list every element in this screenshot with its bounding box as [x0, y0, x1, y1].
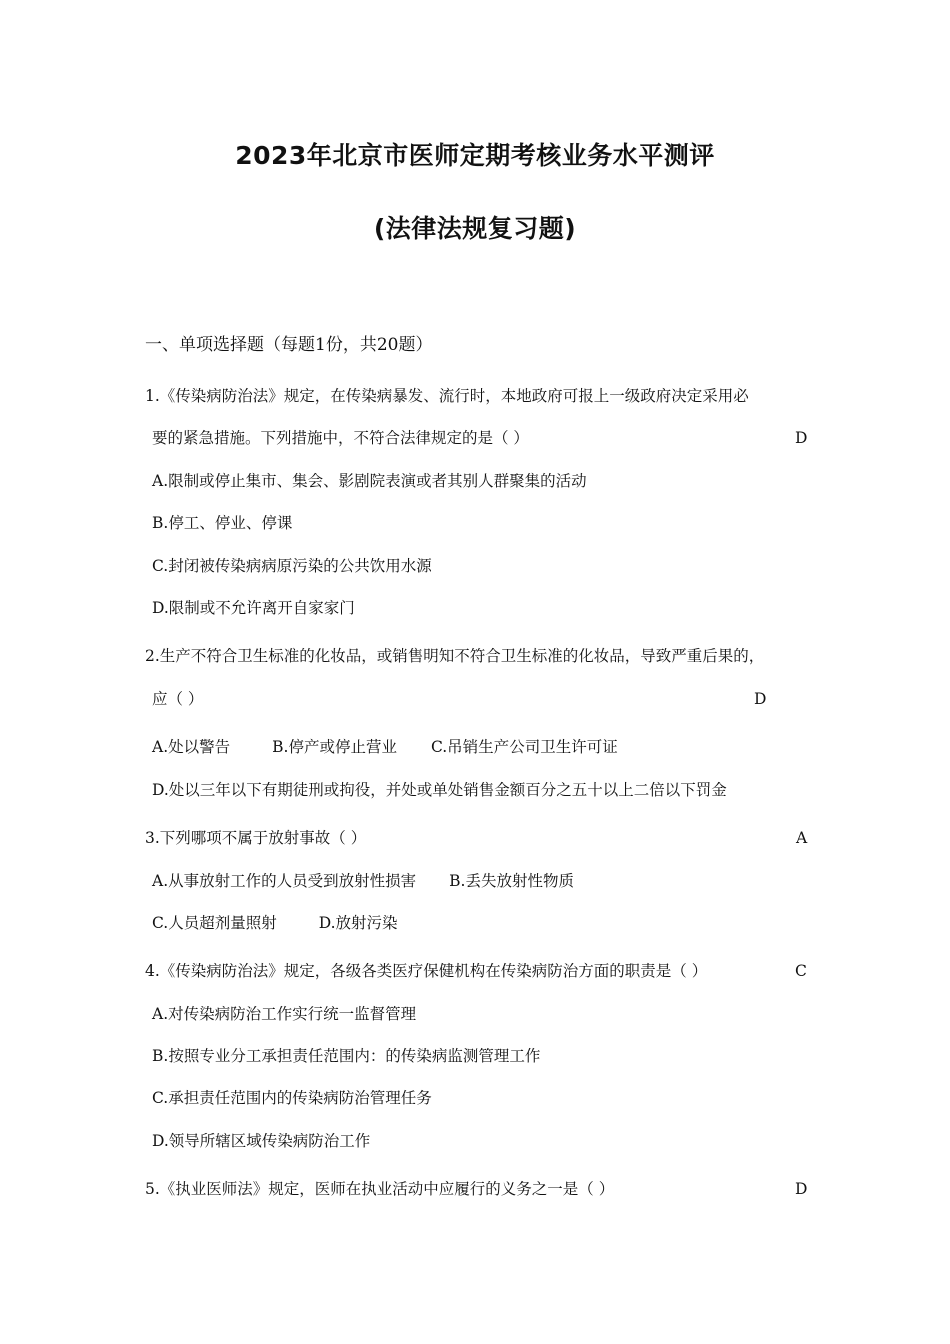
section-heading: 一、单项选择题（每题1份，共20题） [145, 335, 433, 355]
q1-option-c: C.封闭被传染病病原污染的公共饮用水源 [152, 557, 432, 575]
q4-option-b: B.按照专业分工承担责任范围内：的传染病监测管理工作 [152, 1047, 541, 1065]
q3-options-row2 [152, 913, 398, 933]
q1-stem-line1: 1.《传染病防治法》规定，在传染病暴发、流行时，本地政府可报上一级政府决定采用必 [145, 387, 749, 405]
q3-stem: 3.下列哪项不属于放射事故（ ） [145, 829, 367, 847]
q3-option-c: C.人员超剂量照射 [152, 914, 277, 932]
q5-answer: D [795, 1180, 808, 1198]
q2-option-b: B.停产或停止营业 [272, 738, 397, 756]
q2-stem-line1: 2.生产不符合卫生标准的化妆品，或销售明知不符合卫生标准的化妆品，导致严重后果的， [145, 647, 765, 665]
q2-option-a: A.处以警告 [152, 738, 231, 756]
q3-option-d: D.放射污染 [318, 914, 398, 932]
q2-options-row [152, 737, 618, 757]
q2-option-d: D.处以三年以下有期徒刑或拘役，并处或单处销售金额百分之五十以上二倍以下罚金 [152, 781, 727, 799]
q4-option-a: A.对传染病防治工作实行统一监督管理 [152, 1005, 417, 1023]
q4-option-d: D.领导所辖区域传染病防治工作 [152, 1132, 371, 1150]
q3-options-row1 [152, 871, 574, 891]
q5-stem: 5.《执业医师法》规定，医师在执业活动中应履行的义务之一是（ ） [145, 1180, 615, 1198]
q3-answer: A [796, 829, 808, 847]
document-subtitle: (法律法规复习题) [373, 214, 577, 243]
q1-option-a: A.限制或停止集市、集会、影剧院表演或者其别人群聚集的活动 [152, 472, 587, 490]
q1-option-d: D.限制或不允许离开自家家门 [152, 599, 355, 617]
q4-answer: C [795, 962, 807, 980]
q3-option-b: B.丢失放射性物质 [449, 872, 574, 890]
q2-option-c: C.吊销生产公司卫生许可证 [430, 738, 618, 756]
q2-answer: D [754, 690, 767, 708]
document-title: 2023年北京市医师定期考核业务水平测评 [235, 141, 715, 170]
q1-option-b: B.停工、停业、停课 [152, 514, 293, 532]
q3-option-a: A.从事放射工作的人员受到放射性损害 [152, 872, 417, 890]
q1-answer: D [795, 429, 808, 447]
q4-stem: 4.《传染病防治法》规定，各级各类医疗保健机构在传染病防治方面的职责是（ ） [145, 962, 708, 980]
q4-option-c: C.承担责任范围内的传染病防治管理任务 [152, 1089, 432, 1107]
q2-stem-line2: 应（ ） [152, 690, 204, 708]
q1-stem-line2: 要的紧急措施。下列措施中，不符合法律规定的是（ ） [152, 429, 529, 447]
